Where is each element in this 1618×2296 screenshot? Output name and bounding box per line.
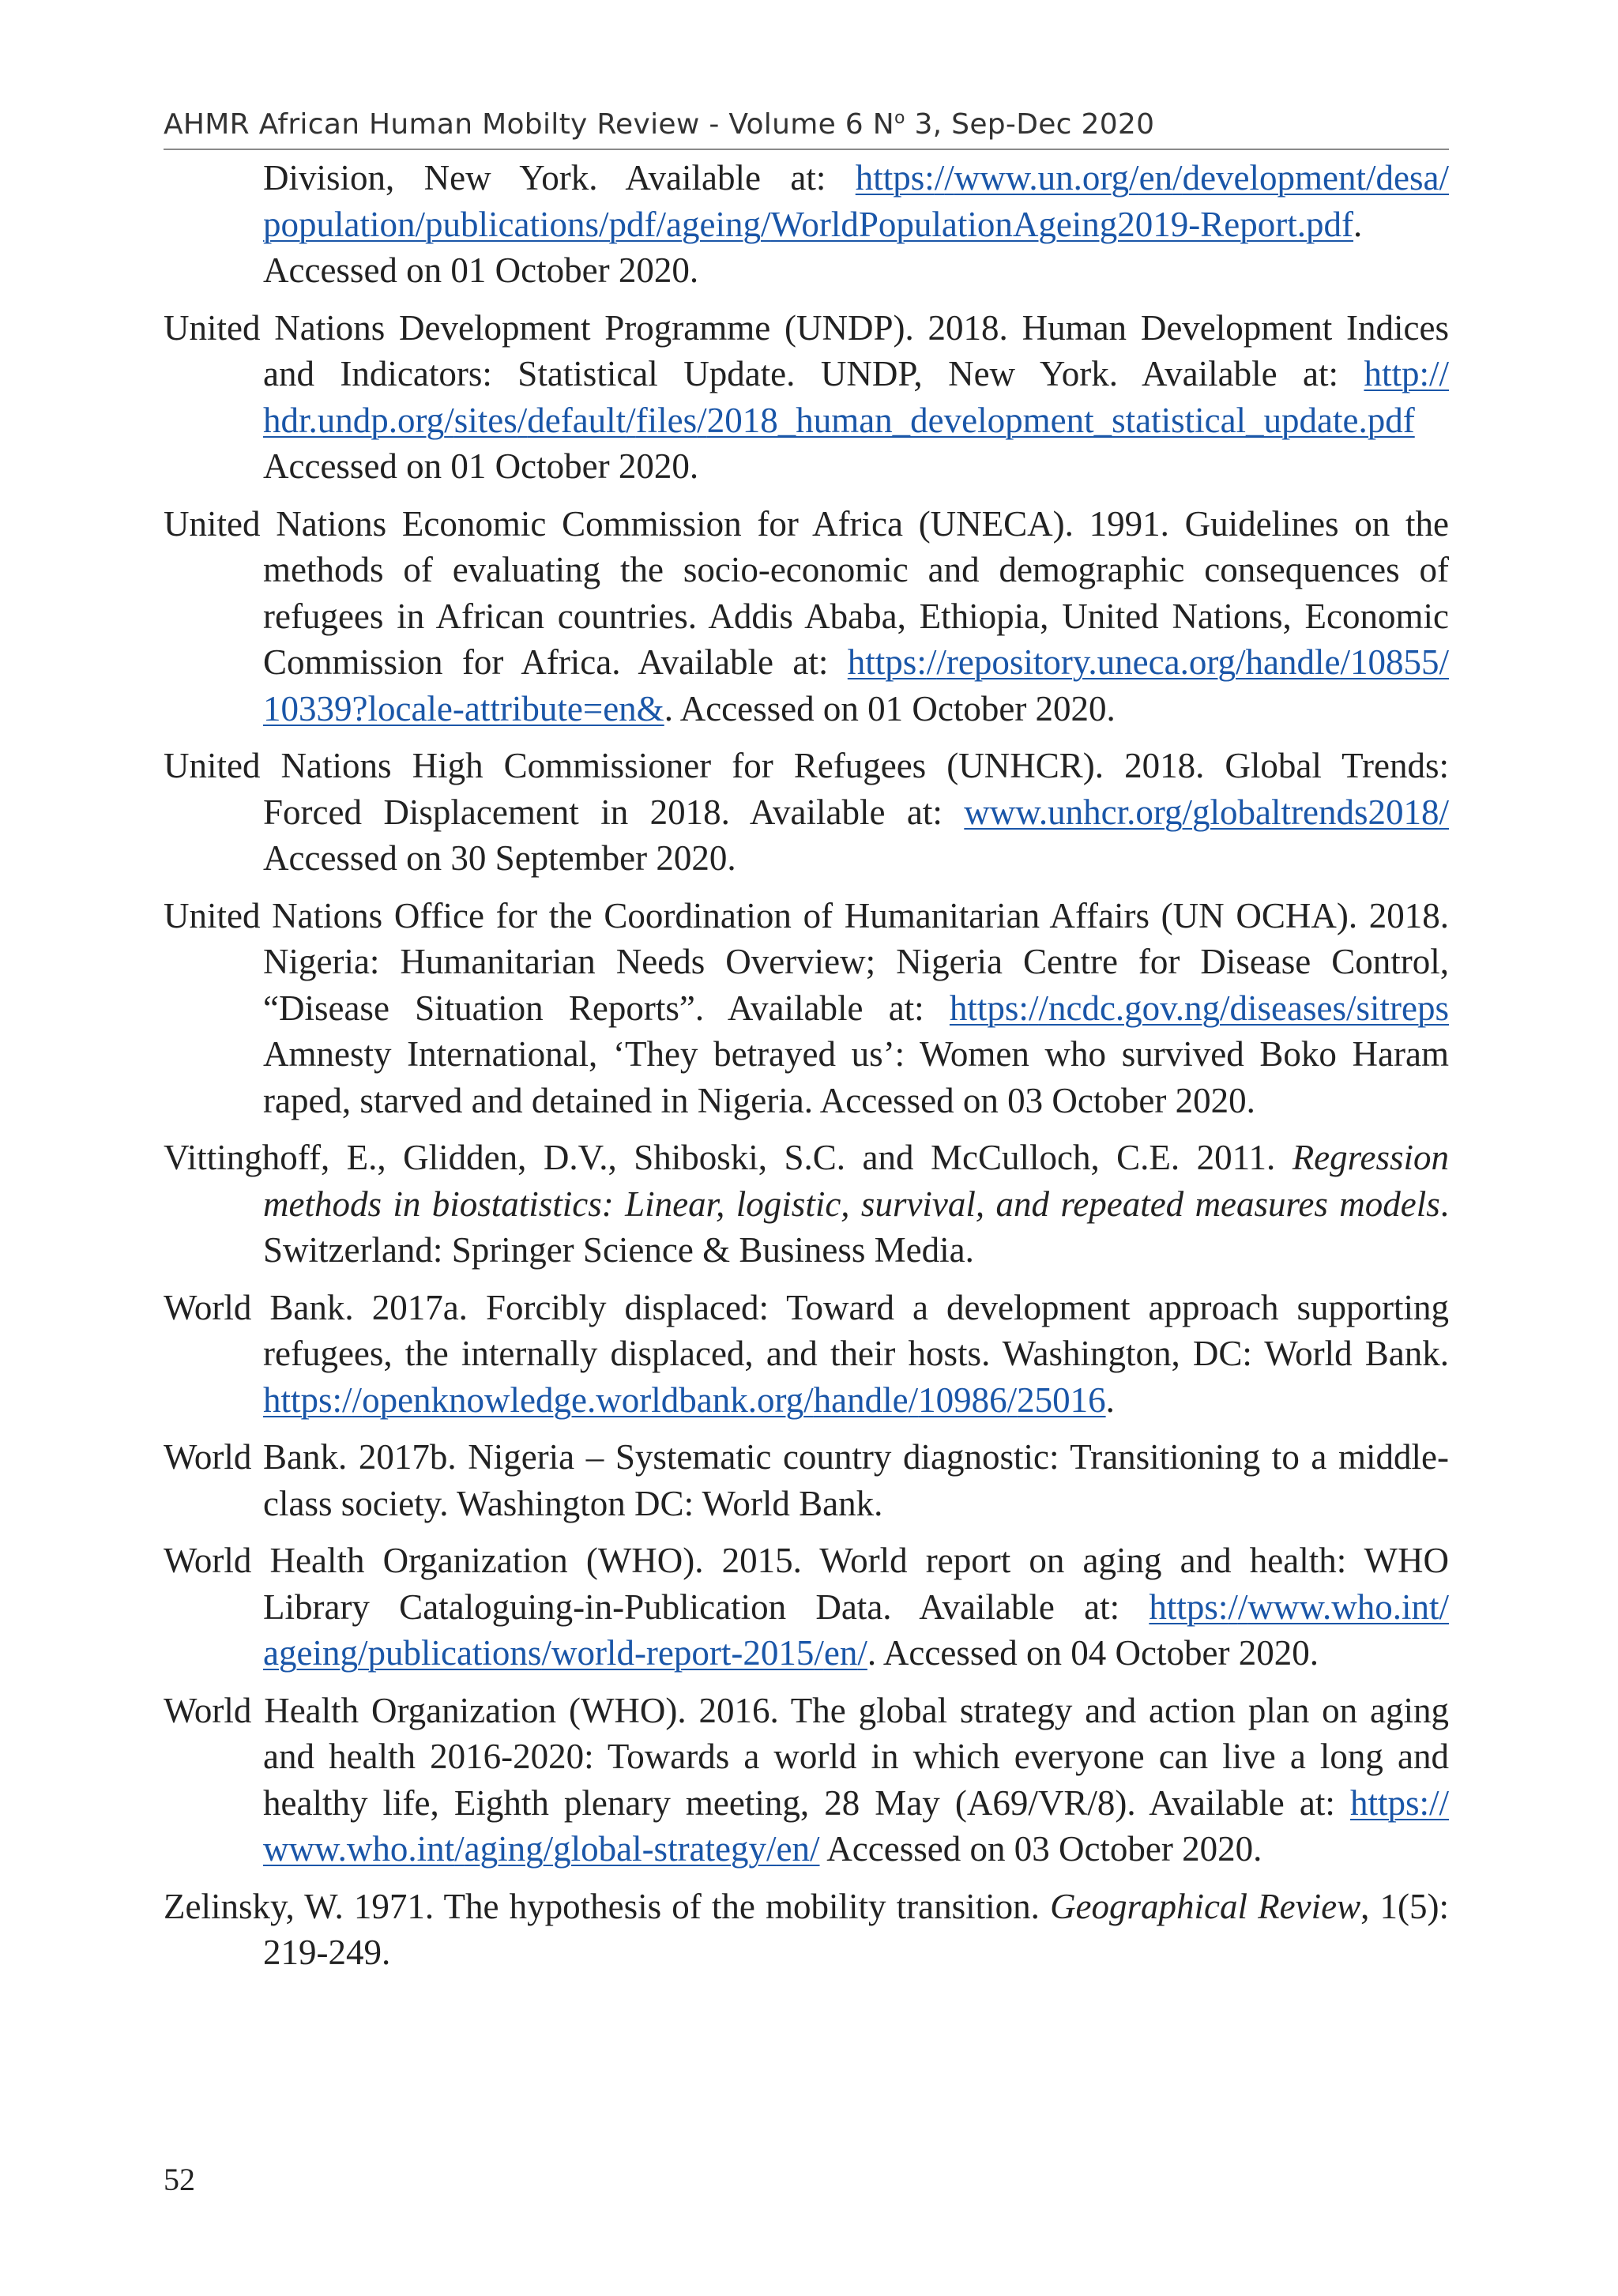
- reference-link[interactable]: https://openknowledge.worldbank.org/handle/10986/25016: [263, 1379, 1106, 1420]
- reference-entry: [164, 1135, 1449, 1274]
- reference-text: . Accessed on 01 October 2020.: [664, 688, 1116, 728]
- reference-text: Accessed on 03 October 2020.: [819, 1829, 1262, 1869]
- reference-entry: [164, 305, 1449, 490]
- reference-text: United Nations High Commissioner for Refugees (UNHCR). 2018. Global Trends: Forced Displacement in 2018. Available at:: [164, 746, 1449, 832]
- reference-entry: [164, 1538, 1449, 1677]
- reference-link[interactable]: https://ncdc.gov.ng/diseases/sitreps: [949, 988, 1449, 1028]
- reference-entry: [164, 1884, 1449, 1976]
- running-header: [164, 101, 1449, 150]
- reference-list: [164, 155, 1449, 1987]
- reference-entry: [164, 893, 1449, 1124]
- journal-title: AHMR African Human Mobilty Review - Volume 6 N: [164, 108, 894, 141]
- reference-entry: [164, 501, 1449, 732]
- reference-text: .: [1105, 1379, 1115, 1420]
- reference-link[interactable]: www.unhcr.org/globaltrends2018/: [964, 792, 1449, 832]
- number-superscript: o: [894, 108, 905, 128]
- reference-link[interactable]: https://www.un.org/en/development/desa/population/publications/pdf/ageing/WorldPopulationAgeing2019-Report.pdf: [263, 158, 1449, 244]
- reference-entry: [164, 1285, 1449, 1424]
- reference-text: Accessed on 30 September 2020.: [263, 838, 736, 878]
- reference-text: . Accessed on 01 October 2020.: [263, 204, 1363, 290]
- reference-text: . Switzerland: Springer Science & Business Media.: [263, 1184, 1449, 1270]
- page-number: 52: [164, 2162, 195, 2197]
- reference-entry: [164, 155, 1449, 294]
- reference-link[interactable]: https://www.who.int/aging/global-strategy/en/: [263, 1782, 1449, 1869]
- reference-entry: [164, 743, 1449, 882]
- reference-text: . Accessed on 04 October 2020.: [867, 1633, 1319, 1673]
- reference-text: United Nations Office for the Coordination of Humanitarian Affairs (UN OCHA). 2018. Nigeria: Humanitarian Needs Overview; Nigeria Centre for Disease Control, “Disease Situation Reports”. Available at:: [164, 895, 1449, 1028]
- reference-text: World Health Organization (WHO). 2016. The global strategy and action plan on aging and health 2016-2020: Towards a world in which everyone can live a long and healthy life, Eighth plenary meeting, 28 May (A69/VR/8). Available at:: [164, 1690, 1449, 1823]
- reference-text: Division, New York. Available at:: [263, 158, 856, 198]
- reference-text: Accessed on 01 October 2020.: [263, 446, 699, 486]
- reference-text: World Health Organization (WHO). 2015. World report on aging and health: WHO Library Cataloguing-in-Publication Data. Available at:: [164, 1541, 1449, 1627]
- reference-title-italic: Regression methods in biostatistics: Linear, logistic, survival, and repeated measures models: [263, 1138, 1449, 1224]
- reference-text: United Nations Development Programme (UNDP). 2018. Human Development Indices and Indicators: Statistical Update. UNDP, New York. Available at:: [164, 307, 1449, 393]
- reference-text: , 1(5): 219-249.: [263, 1886, 1449, 1972]
- reference-text: Vittinghoff, E., Glidden, D.V., Shiboski, S.C. and McCulloch, C.E. 2011.: [164, 1138, 1293, 1177]
- reference-text: World Bank. 2017a. Forcibly displaced: Toward a development approach supporting refugees, the internally displaced, and their hosts. Washington, DC: World Bank.: [164, 1287, 1449, 1373]
- reference-journal-italic: Geographical Review: [1050, 1886, 1361, 1926]
- reference-link[interactable]: https://repository.uneca.org/handle/10855/10339?locale-attribute=en&: [263, 642, 1449, 728]
- reference-entry: [164, 1688, 1449, 1873]
- reference-text: Amnesty International, ‘They betrayed us’: Women who survived Boko Haram raped, starved and detained in Nigeria. Accessed on 03 October 2020.: [263, 1034, 1449, 1120]
- reference-link[interactable]: http://hdr.undp.org/sites/default/files/2018_human_development_statistical_update.pdf: [263, 354, 1449, 440]
- reference-text: United Nations Economic Commission for Africa (UNECA). 1991. Guidelines on the methods of evaluating the socio-economic and demographic consequences of refugees in African countries. Addis Ababa, Ethiopia, United Nations, Economic Commission for Africa. Available at:: [164, 503, 1449, 682]
- reference-link[interactable]: https://www.who.int/ageing/publications/world-report-2015/en/: [263, 1586, 1449, 1673]
- reference-text: World Bank. 2017b. Nigeria – Systematic country diagnostic: Transitioning to a middle-class society. Washington DC: World Bank.: [164, 1437, 1449, 1523]
- issue-info: 3, Sep-Dec 2020: [905, 108, 1155, 141]
- reference-entry: [164, 1434, 1449, 1526]
- reference-text: Zelinsky, W. 1971. The hypothesis of the mobility transition.: [164, 1886, 1051, 1926]
